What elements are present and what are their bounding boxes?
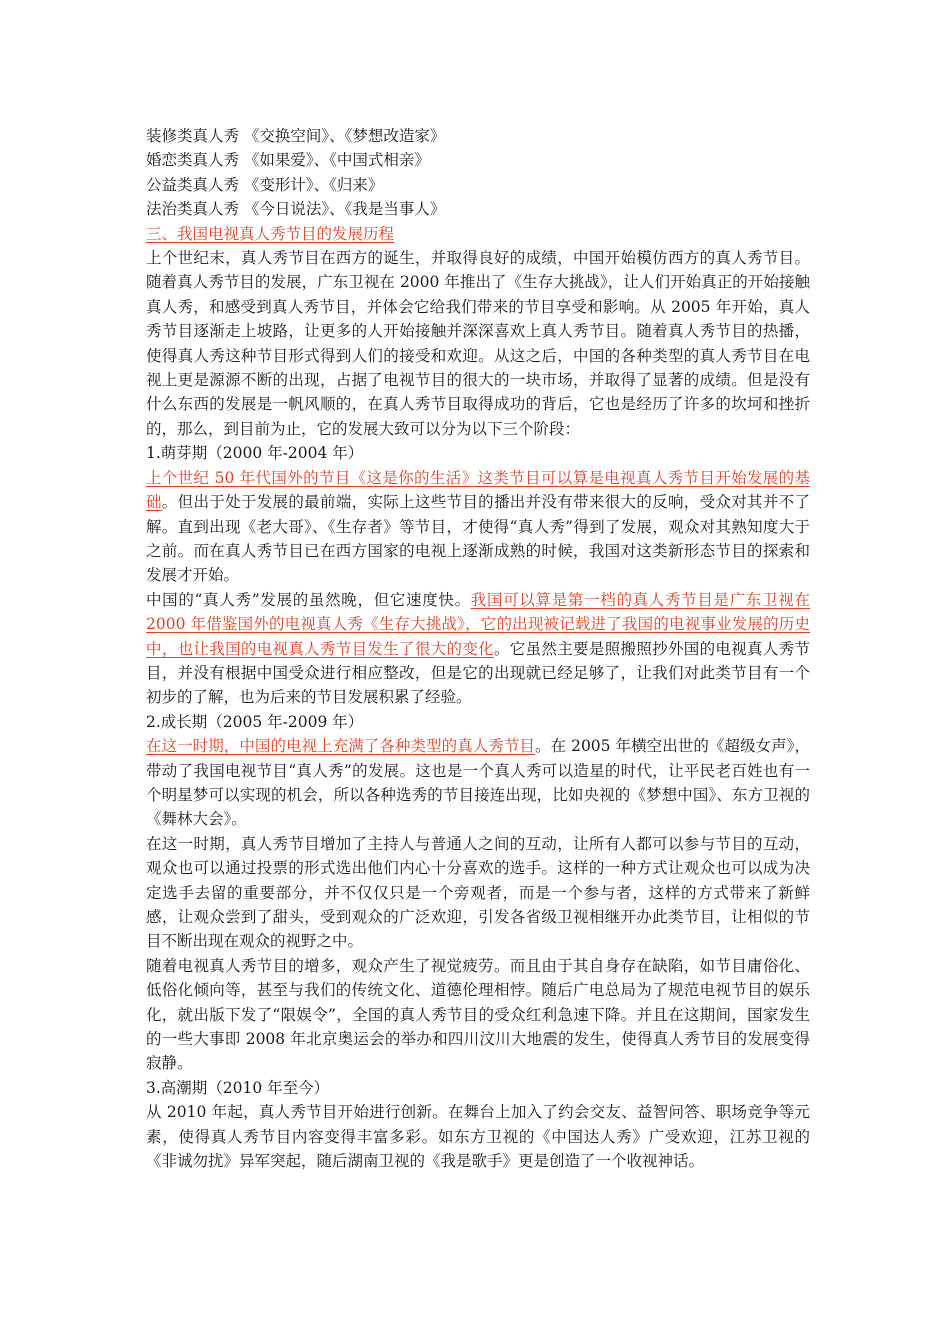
category-line: 法治类真人秀 《今日说法》、《我是当事人》 [146, 200, 446, 219]
body-text: 中国的“真人秀”发展的虽然晚，但它速度快。 [146, 590, 471, 609]
stage3-paragraph-1: 从 2010 年起，真人秀节目开始进行创新。在舞台上加入了约会交友、益智问答、职场竞争等元素，使得真人秀节目内容变得丰富多彩。如东方卫视的《中国达人秀》广受欢迎，江苏卫视的《非诚勿扰》异军突起，随后湖南卫视的《我是歌手》更是创造了一个收视神话。 [146, 1103, 810, 1171]
stage2-paragraph-3: 随着电视真人秀节目的增多，观众产生了视觉疲劳。而且由于其自身存在缺陷，如节目庸俗化、低俗化倾向等，甚至与我们的传统文化、道德伦理相悖。随后广电总局为了规范电视节目的娱乐化，就出版下发了“限娱令”，全国的真人秀节目的受众红利急速下降。并且在这期间，国家发生的一些大事即 2008 年北京奥运会的举办和四川汶川大地震的发生，使得真人秀节目的发展变得寂静。 [146, 956, 810, 1073]
body-text: 。但出于处于发展的最前端，实际上这些节目的播出并没有带来很大的反响，受众对其并不了解。直到出现《老大哥》、《生存者》等节目，才使得“真人秀”得到了发展，观众对其熟知度大于之前。而在真人秀节目已在西方国家的电视上逐渐成熟的时候，我国对这类新形态节目的探索和发展才开始。 [146, 493, 810, 585]
section-heading: 三、我国电视真人秀节目的发展历程 [146, 224, 395, 243]
intro-paragraph: 上个世纪末，真人秀节目在西方的诞生，并取得良好的成绩，中国开始模仿西方的真人秀节目。随着真人秀节目的发展，广东卫视在 2000 年推出了《生存大挑战》，让人们开始真正的开始接触真人秀，和感受到真人秀节目，并体会它给我们带来的节目享受和影响。从 2005 年开始，真人秀节目逐渐走上坡路，让更多的人开始接触并深深喜欢上真人秀节目。随着真人秀节目的热播，使得真人秀这种节目形式得到人们的接受和欢迎。从这之后，中国的各种类型的真人秀节目在电视上更是源源不断的出现，占据了电视节目的很大的一块市场，并取得了显著的成绩。但是没有什么东西的发展是一帆风顺的，在真人秀节目取得成功的背后，它也是经历了许多的坎坷和挫折的，那么，到目前为止，它的发展大致可以分为以下三个阶段： [146, 249, 810, 438]
body-text: 。在 2005 年横空出世的《超级女声》，带动了我国电视节目“真人秀”的发展。这也是一个真人秀可以造星的时代，让平民老百姓也有一个明星梦可以实现的机会，所以各种选秀的节目接连出现，比如央视的《梦想中国》、东方卫视的《舞林大会》。 [146, 737, 810, 829]
stage1-title: 1.萌芽期（2000 年-2004 年） [146, 444, 364, 463]
highlight-text: 上个世纪 50 年代国外的节目《这是你的生活》这类节目可以算是电视真人秀节目开始发展的基础 [146, 468, 810, 512]
highlight-text: 在这一时期，中国的电视上充满了各种类型的真人秀节目 [146, 737, 535, 756]
highlight-text: 我国可以算是第一档的真人秀节目是广东卫视在 2000 年借鉴国外的电视真人秀《生存大挑战》，它的出现被记载进了我国的电视事业发展的历史中，也让我国的电视真人秀节目发生了很大的变化 [146, 590, 810, 658]
body-text: 。它虽然主要是照搬照抄外国的电视真人秀节目，并没有根据中国受众进行相应整改，但是它的出现就已经足够了，让我们对此类节目有一个初步的了解，也为后来的节目发展积累了经验。 [146, 639, 810, 707]
stage2-title: 2.成长期（2005 年-2009 年） [146, 712, 364, 731]
category-line: 公益类真人秀 《变形计》、《归来》 [146, 175, 384, 194]
stage3-title: 3.高潮期（2010 年至今） [146, 1078, 330, 1097]
stage2-paragraph-1 [146, 734, 810, 832]
category-line: 婚恋类真人秀 《如果爱》、《中国式相亲》 [146, 151, 430, 170]
document-body [146, 124, 810, 1173]
stage1-paragraph-1 [146, 466, 810, 588]
stage1-paragraph-2 [146, 588, 810, 710]
category-line: 装修类真人秀 《交换空间》、《梦想改造家》 [146, 127, 446, 145]
stage2-paragraph-2: 在这一时期，真人秀节目增加了主持人与普通人之间的互动，让所有人都可以参与节目的互动，观众也可以通过投票的形式选出他们内心十分喜欢的选手。这样的一种方式让观众也可以成为决定选手去留的重要部分，并不仅仅只是一个旁观者，而是一个参与者，这样的方式带来了新鲜感，让观众尝到了甜头，受到观众的广泛欢迎，引发各省级卫视相继开办此类节目，让相似的节目不断出现在观众的视野之中。 [146, 834, 810, 951]
